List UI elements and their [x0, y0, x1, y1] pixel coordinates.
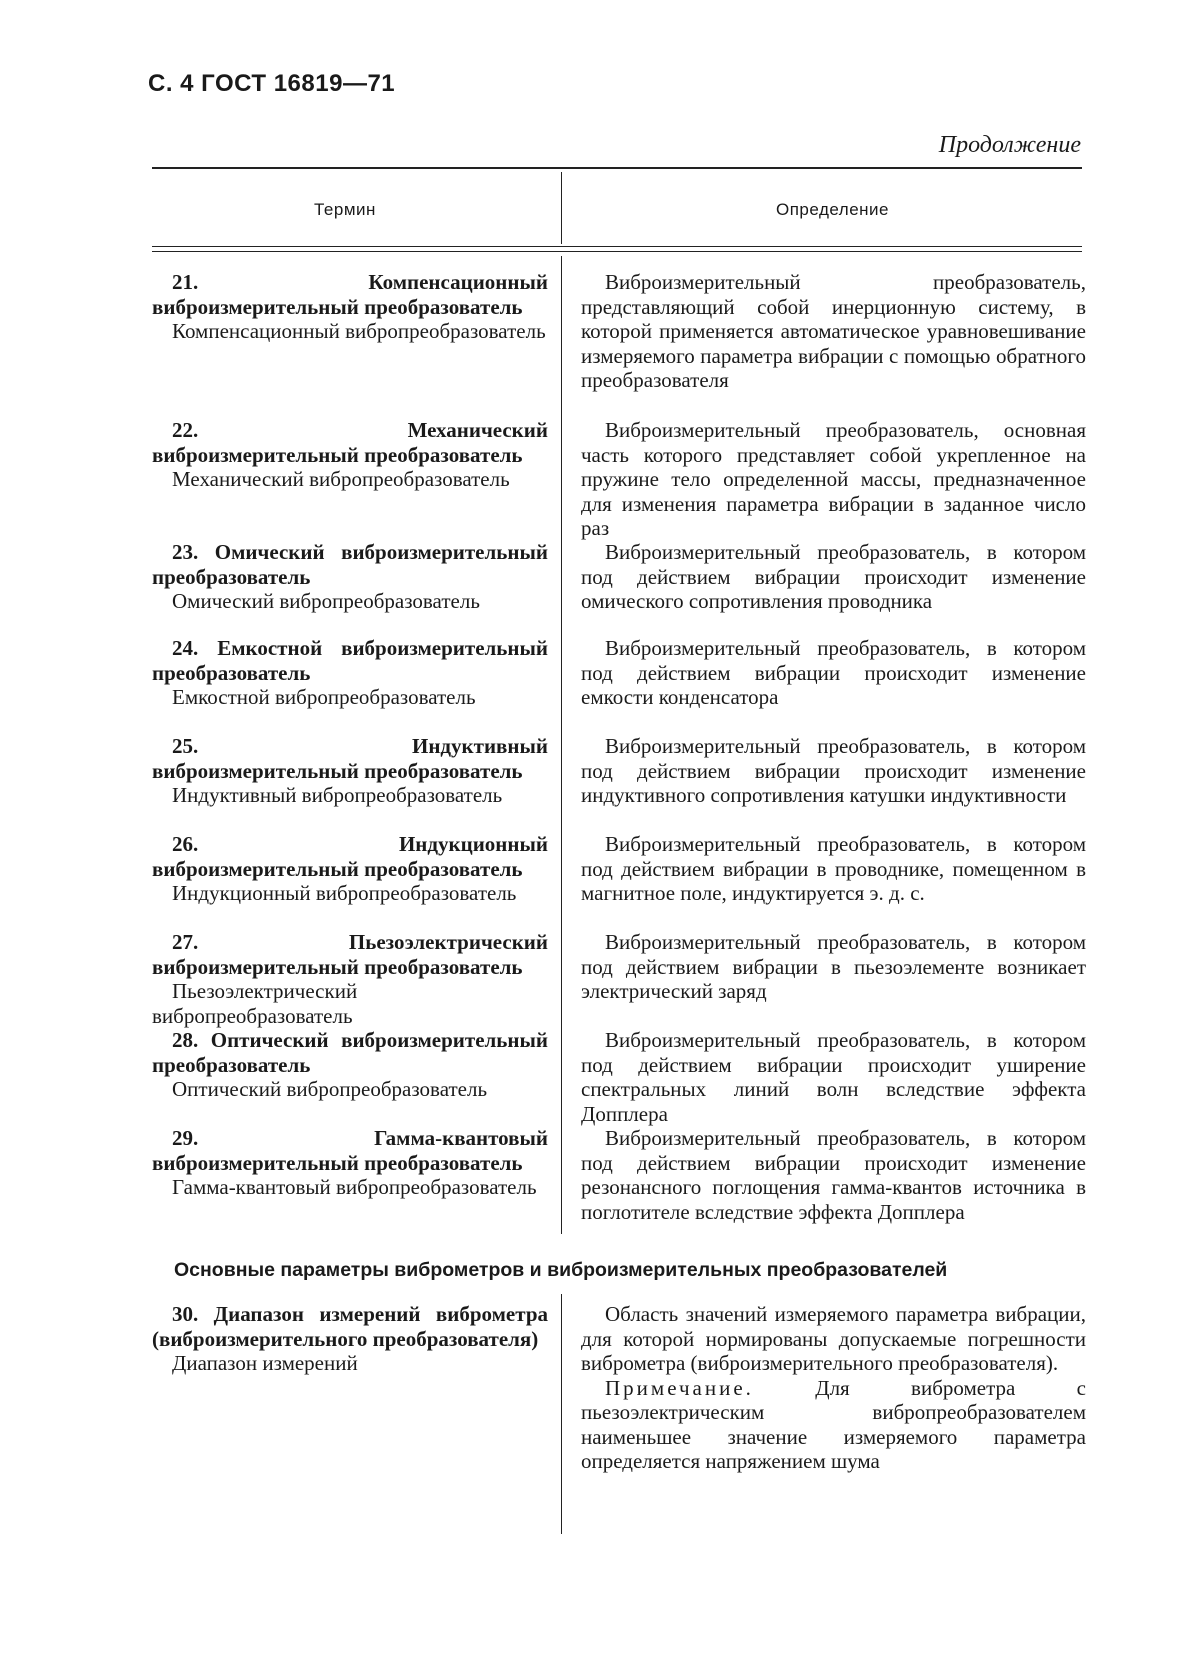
term-synonym: Емкостной вибропреобразователь: [172, 685, 476, 709]
term-entry-27: [152, 930, 548, 1028]
term-title: 27. Пьезоэлектрический виброизмерительный преобразователь: [152, 930, 548, 979]
term-synonym: Индуктивный вибропреобразователь: [172, 783, 503, 807]
section-heading: Основные параметры виброметров и виброизмерительных преобразователей: [174, 1259, 948, 1281]
term-title: 29. Гамма-квантовый виброизмерительный преобразователь: [152, 1126, 548, 1175]
term-synonym: Механический вибропреобразователь: [172, 467, 510, 491]
term-entry-28: [152, 1028, 548, 1102]
term-synonym: Индукционный вибропреобразователь: [172, 881, 517, 905]
term-entry-29: [152, 1126, 548, 1200]
table-top-rule: [152, 167, 1082, 169]
continuation-label: Продолжение: [938, 132, 1081, 158]
column-divider-body: [561, 256, 562, 1234]
note-text: Для виброметра с пьезоэлектрическим вибропреобразователем наименьшее значение измеряемого параметра определяется напряжением шума: [581, 1375, 1086, 1473]
term-entry-25: [152, 734, 548, 808]
term-synonym: Гамма-квантовый вибропреобразователь: [172, 1175, 537, 1199]
term-synonym: Оптический вибропреобразователь: [172, 1077, 488, 1101]
term-title: 22. Механический виброизмерительный преобразователь: [152, 418, 548, 467]
term-entry-30: [152, 1302, 548, 1376]
definition-text: Область значений измеряемого параметра вибрации, для которой нормированы допускаемые погрешности виброметра (виброизмерительного преобразователя).: [581, 1302, 1086, 1375]
term-entry-26: [152, 832, 548, 906]
term-entry-21: [152, 270, 548, 344]
definition-27: Виброизмерительный преобразователь, в котором под действием вибрации в пьезоэлементе возникает электрический заряд: [581, 930, 1086, 1003]
term-title: 24. Емкостной виброизмерительный преобразователь: [152, 636, 548, 685]
column-header-term: Термин: [314, 200, 376, 219]
note-label: Примечание.: [605, 1375, 754, 1400]
definition-22: Виброизмерительный преобразователь, основная часть которого представляет собой укрепленное на пружине тело определенной массы, предназначенное для изменения параметра вибрации в заданное число раз: [581, 418, 1086, 540]
definition-23: Виброизмерительный преобразователь, в котором под действием вибрации происходит изменение омического сопротивления проводника: [581, 540, 1086, 613]
term-title: 30. Диапазон измерений виброметра (виброизмерительного преобразователя): [152, 1302, 548, 1351]
header-double-rule-top: [152, 246, 1082, 247]
definition-24: Виброизмерительный преобразователь, в котором под действием вибрации происходит изменение емкости конденсатора: [581, 636, 1086, 709]
term-synonym: Компенсационный вибропреобразователь: [172, 319, 546, 343]
definition-29: Виброизмерительный преобразователь, в котором под действием вибрации происходит изменение резонансного поглощения гамма-квантов источника в поглотителе вследствие эффекта Допплера: [581, 1126, 1086, 1224]
term-title: 26. Индукционный виброизмерительный преобразователь: [152, 832, 548, 881]
definition-25: Виброизмерительный преобразователь, в котором под действием вибрации происходит изменение индуктивного сопротивления катушки индуктивности: [581, 734, 1086, 807]
definition-30: [581, 1302, 1086, 1474]
term-entry-22: [152, 418, 548, 492]
term-title: 23. Омический виброизмерительный преобразователь: [152, 540, 548, 589]
page-header: С. 4 ГОСТ 16819—71: [148, 70, 396, 97]
definition-21: Виброизмерительный преобразователь, представляющий собой инерционную систему, в которой применяется автоматическое уравновешивание измеряемого параметра вибрации с помощью обратного преобразователя: [581, 270, 1086, 392]
term-title: 25. Индуктивный виброизмерительный преобразователь: [152, 734, 548, 783]
header-double-rule-bottom: [152, 251, 1082, 252]
term-synonym: Диапазон измерений: [172, 1351, 358, 1375]
term-synonym: Омический вибропреобразователь: [172, 589, 480, 613]
definition-28: Виброизмерительный преобразователь, в котором под действием вибрации происходит уширение спектральных линий волн вследствие эффекта Допплера: [581, 1028, 1086, 1126]
definition-note: [581, 1376, 1086, 1474]
column-divider-header: [561, 172, 562, 244]
definition-26: Виброизмерительный преобразователь, в котором под действием вибрации в проводнике, помещенном в магнитное поле, индуктируется э. д. с.: [581, 832, 1086, 905]
term-entry-24: [152, 636, 548, 710]
term-title: 21. Компенсационный виброизмерительный преобразователь: [152, 270, 548, 319]
term-synonym: Пьезоэлектрический вибропреобразователь: [152, 979, 358, 1028]
column-header-definition: Определение: [776, 200, 889, 219]
term-entry-23: [152, 540, 548, 614]
term-title: 28. Оптический виброизмерительный преобразователь: [152, 1028, 548, 1077]
column-divider-section: [561, 1294, 562, 1534]
